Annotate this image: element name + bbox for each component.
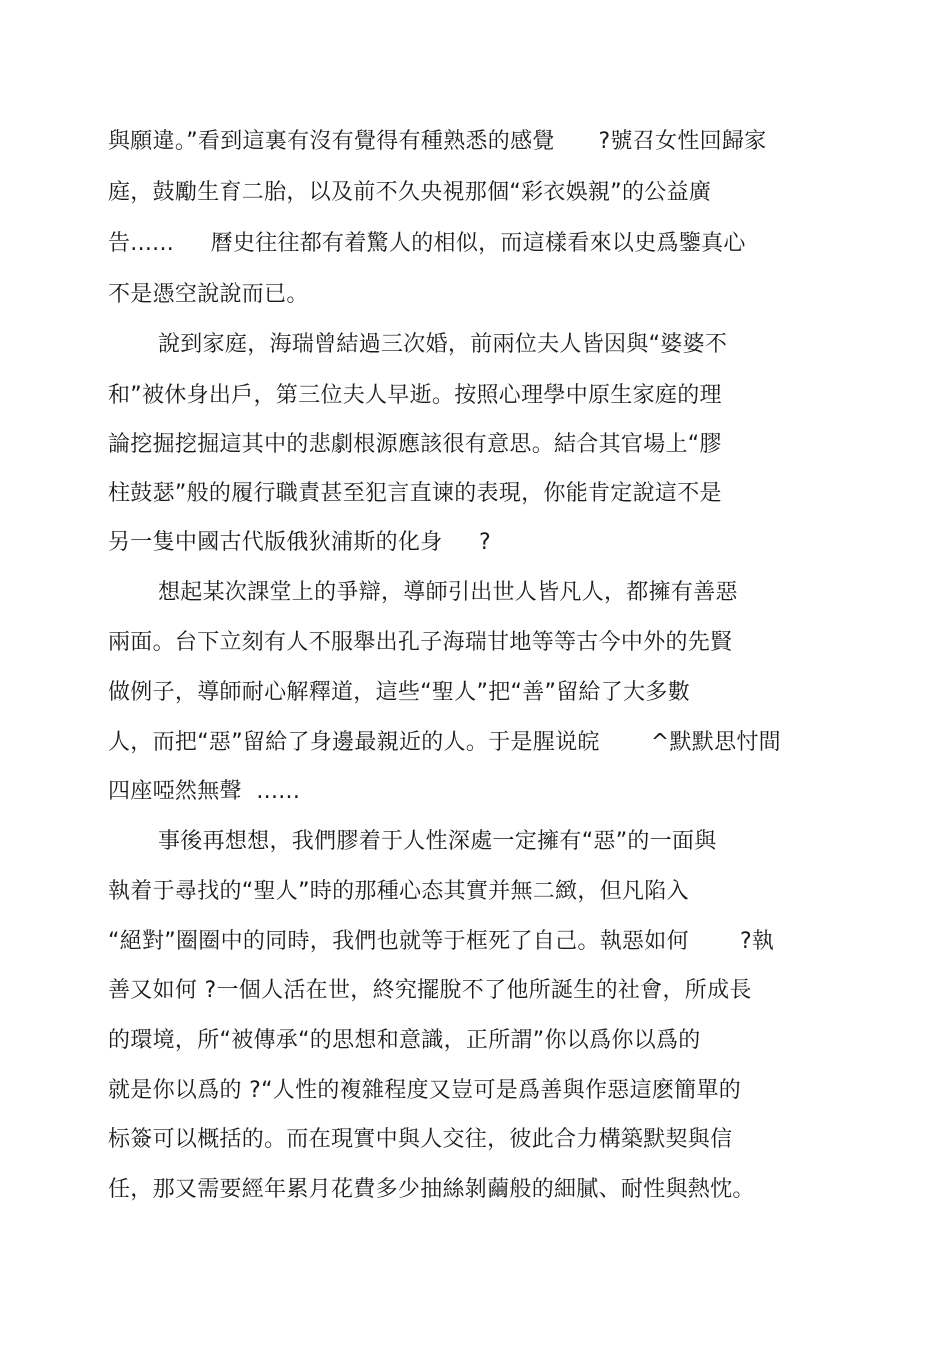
text-line: 任，那又需要經年累月花費多少抽絲剝繭般的細膩、耐性與熱忱。 — [108, 1177, 755, 1202]
text-line: 另一隻中國古代版俄狄浦斯的化身 ? — [108, 530, 491, 555]
text-line: 善又如何 ?一個人活在世，終究擺脫不了他所誕生的社會，所成長 — [108, 978, 752, 1003]
text-line: “絕對”圈圈中的同時，我們也就等于框死了自己。執惡如何 ?執 — [108, 929, 775, 954]
text-line: 兩面。台下立刻有人不服舉出孔子海瑞甘地等等古今中外的先賢 — [108, 630, 733, 655]
text-line: 事後再想想，我們膠着于人性深處一定擁有“惡”的一面與 — [158, 829, 717, 854]
text-line: 标簽可以概括的。而在現實中與人交往，彼此合力構築默契與信 — [108, 1127, 733, 1152]
text-line: 執着于尋找的“聖人”時的那種心态其實并無二緻，但凡陷入 — [108, 879, 689, 904]
text-line: 告...... 曆史往往都有着驚人的相似，而這樣看來以史爲鑒真心 — [108, 231, 746, 256]
text-line: 想起某次課堂上的爭辯，導師引出世人皆凡人，都擁有善惡 — [158, 580, 738, 605]
text-line: 說到家庭，海瑞曾結過三次婚，前兩位夫人皆因與“婆婆不 — [158, 332, 728, 357]
text-line: 四座啞然無聲 ...... — [108, 779, 301, 804]
text-line: 人，而把“惡”留給了身邊最親近的人。于是腥说皖 ^默默思忖間 — [108, 730, 781, 755]
text-line: 與願違。”看到這裏有沒有覺得有種熟悉的感覺 ?號召女性回歸家 — [108, 129, 767, 154]
text-line: 和”被休身出戶，第三位夫人早逝。按照心理學中原生家庭的理 — [108, 383, 722, 408]
text-line: 論挖掘挖掘這其中的悲劇根源應該很有意思。結合其官場上“膠 — [108, 432, 722, 457]
text-line: 做例子，導師耐心解釋道，這些“聖人”把“善”留給了大多數 — [108, 680, 690, 705]
text-line: 就是你以爲的 ?“人性的複雜程度又豈可是爲善與作惡這麽簡單的 — [108, 1078, 742, 1103]
text-line: 柱鼓瑟”般的履行職責甚至犯言直谏的表現，你能肯定說這不是 — [108, 481, 722, 506]
text-line: 的環境，所“被傳承“的思想和意識，正所謂”你以爲你以爲的 — [108, 1028, 701, 1053]
text-line: 庭，鼓勵生育二胎，以及前不久央視那個“彩衣娛親”的公益廣 — [108, 180, 712, 205]
text-line: 不是憑空說說而已。 — [108, 282, 309, 307]
